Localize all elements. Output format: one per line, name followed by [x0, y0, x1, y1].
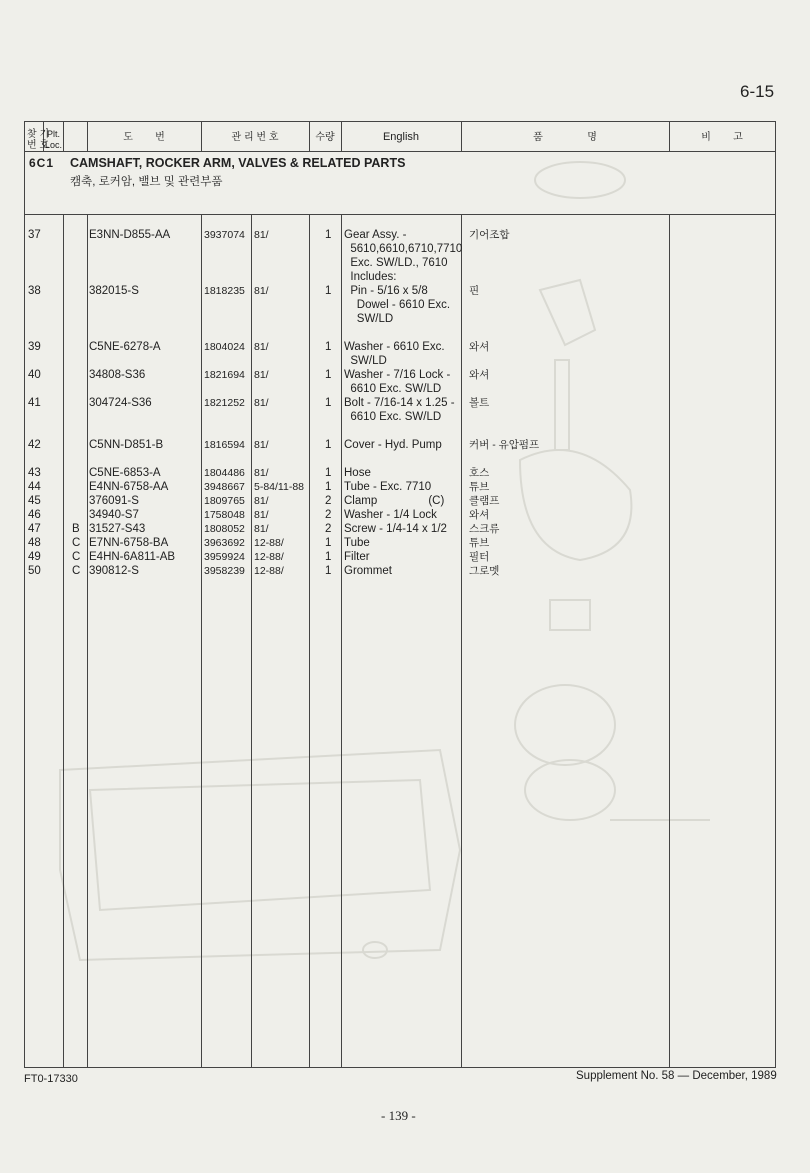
effective-date: 12-88/ — [254, 551, 284, 563]
description-line: 6610 Exc. SW/LD — [344, 411, 442, 423]
part-number: C5NE-6278-A — [89, 341, 161, 353]
col-divider — [63, 122, 64, 151]
korean-name: 호스 — [469, 467, 490, 479]
section-title: CAMSHAFT, ROCKER ARM, VALVES & RELATED PARTS — [70, 156, 406, 170]
english-description — [344, 368, 450, 396]
effective-date: 81/ — [254, 285, 269, 297]
english-description — [344, 494, 444, 508]
ref-number: 42 — [28, 439, 41, 451]
col-divider — [309, 214, 310, 1067]
effective-date: 81/ — [254, 397, 269, 409]
quantity: 2 — [325, 509, 332, 521]
ref-number: 40 — [28, 369, 41, 381]
korean-name: 클램프 — [469, 495, 500, 507]
control-number: 1821252 — [204, 397, 245, 409]
ref-number: 49 — [28, 551, 41, 563]
effective-date: 12-88/ — [254, 565, 284, 577]
part-number: 304724-S36 — [89, 397, 152, 409]
korean-name: 와셔 — [469, 509, 490, 521]
part-number: 376091-S — [89, 495, 139, 507]
english-description — [344, 340, 445, 368]
part-number: E4NN-6758-AA — [89, 481, 169, 493]
description-line: SW/LD — [344, 355, 387, 367]
effective-date: 12-88/ — [254, 537, 284, 549]
description-line: Includes: — [344, 271, 397, 283]
english-description — [344, 284, 450, 326]
plant-location: B — [72, 523, 80, 535]
col-divider — [341, 214, 342, 1067]
plant-location: C — [72, 537, 81, 549]
english-description — [344, 438, 442, 452]
description-line: 5610,6610,6710,7710 — [344, 243, 463, 255]
description-line: SW/LD — [344, 313, 394, 325]
english-description — [344, 396, 455, 424]
quantity: 1 — [325, 341, 332, 353]
ref-number: 44 — [28, 481, 41, 493]
effective-date: 81/ — [254, 523, 269, 535]
part-number: C5NE-6853-A — [89, 467, 161, 479]
header-remarks: 비 고 — [701, 132, 743, 143]
quantity: 1 — [325, 369, 332, 381]
header-english: English — [382, 131, 420, 143]
control-number: 1816594 — [204, 439, 245, 451]
part-number: 31527-S43 — [89, 523, 146, 535]
quantity: 1 — [325, 551, 332, 563]
header-divider — [25, 151, 775, 152]
quantity: 1 — [325, 565, 332, 577]
col-divider — [251, 214, 252, 1067]
english-description — [344, 228, 462, 284]
section-divider — [25, 214, 775, 215]
part-number: 382015-S — [89, 285, 139, 297]
quantity: 2 — [325, 495, 332, 507]
parts-table — [24, 121, 776, 1068]
english-description — [344, 536, 370, 550]
korean-name: 커버 - 유압펌프 — [469, 439, 540, 451]
description-line: Grommet — [344, 565, 392, 577]
control-number: 1809765 — [204, 495, 245, 507]
ref-number: 47 — [28, 523, 41, 535]
plant-location: C — [72, 551, 81, 563]
control-number: 1804486 — [204, 467, 245, 479]
description-line: Pin - 5/16 x 5/8 — [344, 285, 428, 297]
quantity: 1 — [325, 397, 332, 409]
english-description — [344, 480, 431, 494]
description-line: Screw - 1/4-14 x 1/2 — [344, 523, 447, 535]
ref-number: 48 — [28, 537, 41, 549]
page-number: 6-15 — [740, 82, 775, 101]
description-line: Filter — [344, 551, 370, 563]
part-number: E4HN-6A811-AB — [89, 551, 176, 563]
korean-name: 스크류 — [469, 523, 500, 535]
control-number: 1821694 — [204, 369, 245, 381]
ref-number: 37 — [28, 229, 41, 241]
header-drawing-no: 도 번 — [123, 132, 165, 143]
part-number: C5NN-D851-B — [89, 439, 164, 451]
ref-number: 43 — [28, 467, 41, 479]
effective-date: 81/ — [254, 467, 269, 479]
control-number: 3963692 — [204, 537, 245, 549]
korean-name: 핀 — [469, 285, 480, 297]
ref-number: 38 — [28, 285, 41, 297]
quantity: 1 — [325, 537, 332, 549]
col-divider — [669, 214, 670, 1067]
ref-number: 45 — [28, 495, 41, 507]
quantity: 1 — [325, 481, 332, 493]
col-divider — [63, 214, 64, 1067]
supplement-note: Supplement No. 58 — December, 1989 — [576, 1070, 777, 1082]
korean-name: 볼트 — [469, 397, 490, 409]
english-description — [344, 564, 392, 578]
section-title-korean: 캠축, 로커암, 밸브 및 관련부품 — [70, 176, 223, 188]
header-qty: 수량 — [315, 132, 335, 143]
section-code: 6C1 — [29, 156, 55, 170]
form-number: FT0-17330 — [24, 1073, 78, 1085]
english-description — [344, 522, 447, 536]
col-divider — [87, 214, 88, 1067]
header-korean: 품 명 — [533, 132, 597, 143]
control-number: 3959924 — [204, 551, 245, 563]
header-ref: 찾 기 번 호 — [27, 129, 50, 151]
description-line: Tube - Exc. 7710 — [344, 481, 432, 493]
english-description — [344, 508, 437, 522]
col-divider — [461, 214, 462, 1067]
part-number: E3NN-D855-AA — [89, 229, 171, 241]
description-line: Gear Assy. - — [344, 229, 407, 241]
part-number: 34940-S7 — [89, 509, 139, 521]
quantity: 1 — [325, 285, 332, 297]
quantity: 1 — [325, 229, 332, 241]
ref-number: 46 — [28, 509, 41, 521]
control-number: 1804024 — [204, 341, 245, 353]
effective-date: 81/ — [254, 495, 269, 507]
korean-name: 와셔 — [469, 369, 490, 381]
description-line: Washer - 7/16 Lock - — [344, 369, 451, 381]
description-line: Exc. SW/LD., 7610 — [344, 257, 448, 269]
control-number: 1818235 — [204, 285, 245, 297]
korean-name: 그로멧 — [469, 565, 500, 577]
description-line: Bolt - 7/16-14 x 1.25 - — [344, 397, 455, 409]
description-line: Cover - Hyd. Pump — [344, 439, 442, 451]
control-number: 1808052 — [204, 523, 245, 535]
header-loc: Plt. Loc. — [44, 129, 62, 150]
part-number: 34808-S36 — [89, 369, 146, 381]
description-line: Clamp (C) — [344, 495, 445, 507]
control-number: 1758048 — [204, 509, 245, 521]
part-number: E7NN-6758-BA — [89, 537, 169, 549]
effective-date: 81/ — [254, 509, 269, 521]
description-line: Dowel - 6610 Exc. — [344, 299, 451, 311]
effective-date: 5-84/11-88 — [254, 481, 305, 493]
description-line: Hose — [344, 467, 371, 479]
korean-name: 튜브 — [469, 537, 490, 549]
korean-name: 필터 — [469, 551, 490, 563]
english-description — [344, 466, 371, 480]
plant-location: C — [72, 565, 81, 577]
description-line: 6610 Exc. SW/LD — [344, 383, 442, 395]
control-number: 3937074 — [204, 229, 245, 241]
korean-name: 기어조합 — [469, 229, 510, 241]
description-line: Washer - 1/4 Lock — [344, 509, 437, 521]
effective-date: 81/ — [254, 439, 269, 451]
col-divider — [201, 214, 202, 1067]
part-number: 390812-S — [89, 565, 139, 577]
quantity: 2 — [325, 523, 332, 535]
korean-name: 와셔 — [469, 341, 490, 353]
page-footer-number: - 139 - — [381, 1108, 416, 1123]
ref-number: 50 — [28, 565, 41, 577]
effective-date: 81/ — [254, 229, 269, 241]
ref-number: 41 — [28, 397, 41, 409]
description-line: Washer - 6610 Exc. — [344, 341, 445, 353]
korean-name: 튜브 — [469, 481, 490, 493]
header-control-no: 관 리 번 호 — [231, 132, 279, 143]
english-description — [344, 550, 370, 564]
description-line: Tube — [344, 537, 370, 549]
ref-number: 39 — [28, 341, 41, 353]
control-number: 3958239 — [204, 565, 245, 577]
control-number: 3948667 — [204, 481, 245, 493]
quantity: 1 — [325, 439, 332, 451]
effective-date: 81/ — [254, 341, 269, 353]
effective-date: 81/ — [254, 369, 269, 381]
quantity: 1 — [325, 467, 332, 479]
